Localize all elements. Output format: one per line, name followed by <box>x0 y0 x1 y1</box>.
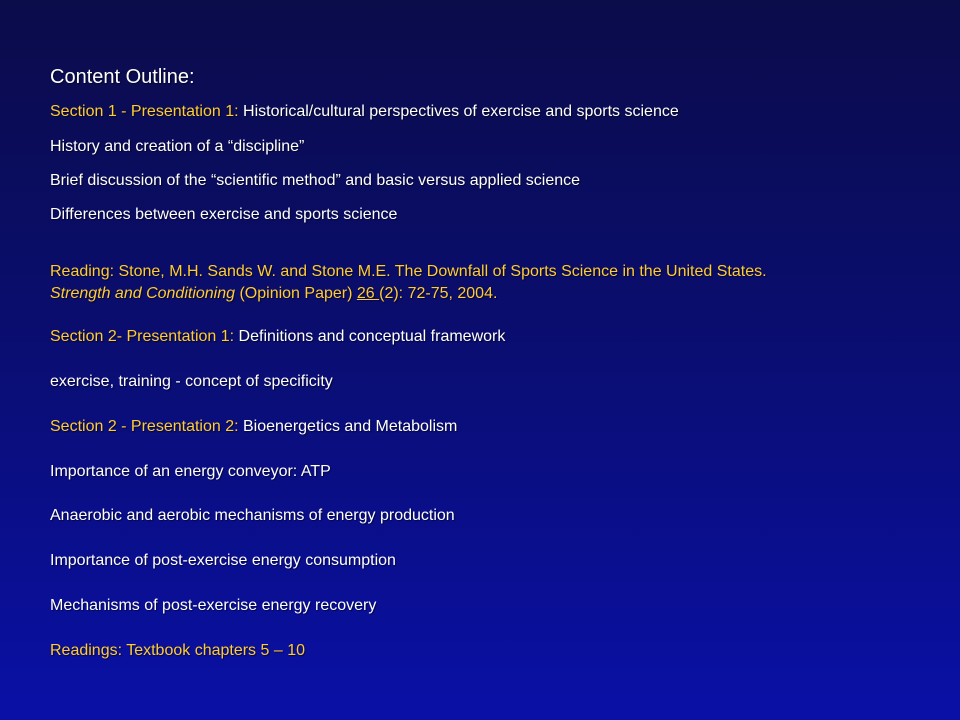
list-item: Importance of post-exercise energy consumption <box>50 552 396 569</box>
section-topic: Historical/cultural perspectives of exercise and sports science <box>238 103 679 120</box>
paper-type: (Opinion Paper) <box>235 285 357 302</box>
reading-citation-line2 <box>50 284 497 304</box>
readings-textbook: Readings: Textbook chapters 5 – 10 <box>50 642 305 659</box>
journal-name: Strength and Conditioning <box>50 285 236 302</box>
section-2-presentation-1 <box>50 327 505 347</box>
section-heading: Section 1 - Presentation 1: <box>50 103 239 120</box>
section-1-presentation-1 <box>50 102 679 122</box>
section-heading: Section 2- Presentation 1: <box>50 328 235 345</box>
reading-citation-line1: Reading: Stone, M.H. Sands W. and Stone M.E. The Downfall of Sports Science in the United States. <box>50 263 767 280</box>
slide-title: Content Outline: <box>50 66 195 88</box>
slide <box>50 0 930 720</box>
issue-pages: (2): 72-75, 2004. <box>379 285 498 302</box>
volume-number: 26 <box>356 285 380 302</box>
list-item: Importance of an energy conveyor: ATP <box>50 463 331 480</box>
section-topic: Bioenergetics and Metabolism <box>238 418 458 435</box>
list-item: Anaerobic and aerobic mechanisms of energy production <box>50 507 455 524</box>
section-heading: Section 2 - Presentation 2: <box>50 418 239 435</box>
section-2-presentation-2 <box>50 417 457 437</box>
list-item: Brief discussion of the “scientific method” and basic versus applied science <box>50 172 581 189</box>
list-item: History and creation of a “discipline” <box>50 138 305 155</box>
list-item: Mechanisms of post-exercise energy recovery <box>50 597 377 614</box>
list-item: Differences between exercise and sports science <box>50 206 398 223</box>
list-item: exercise, training - concept of specificity <box>50 373 333 390</box>
section-topic: Definitions and conceptual framework <box>234 328 506 345</box>
